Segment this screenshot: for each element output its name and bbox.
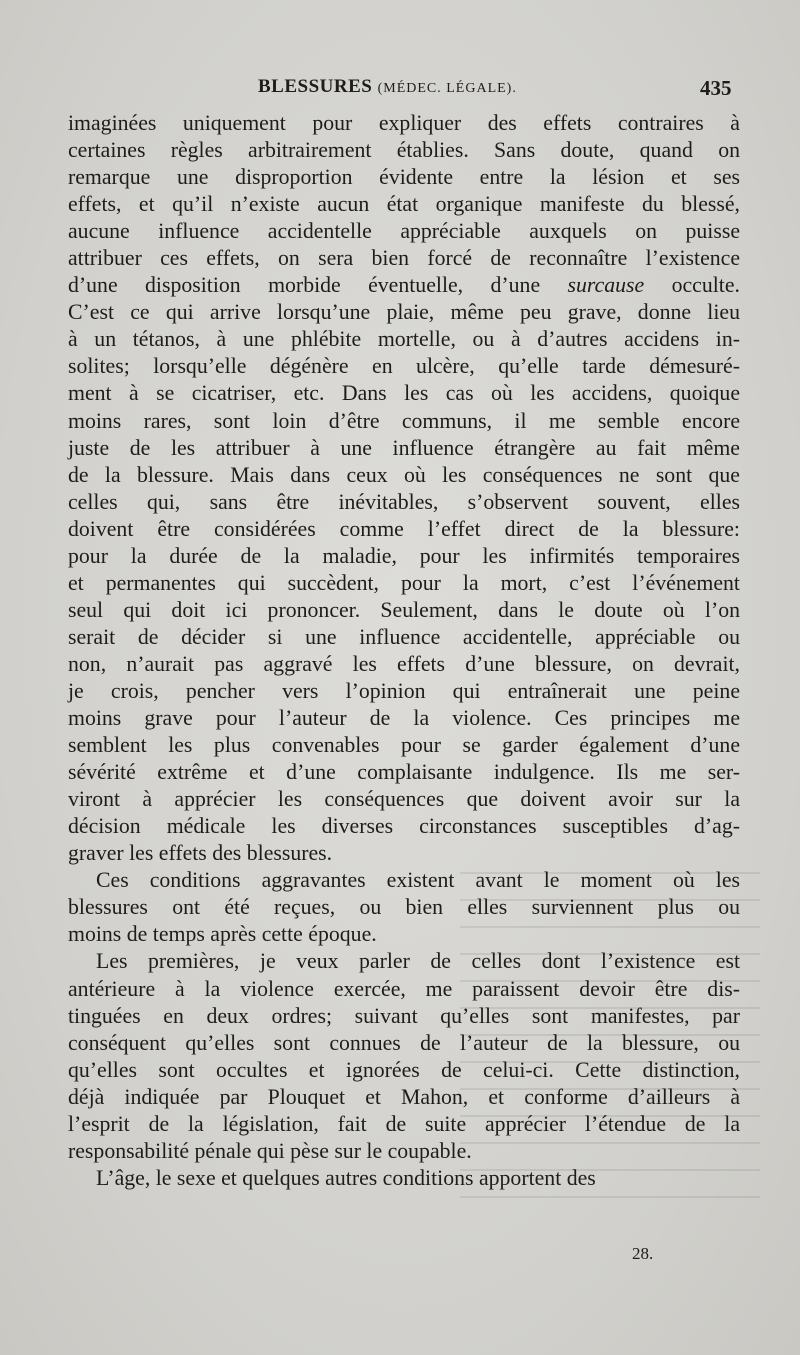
body-text [68, 110, 740, 1192]
text-line: imaginées uniquement pour expliquer des effets contraires à [68, 111, 740, 135]
text-line: celles qui, sans être inévitables, s’observent souvent, elles [68, 489, 740, 514]
text-line: effets, et qu’il n’existe aucun état organique manifeste du blessé, [68, 192, 740, 217]
text-line: remarque une disproportion évidente entre la lésion et ses [68, 165, 740, 190]
text-line: moins de temps après cette époque. [68, 922, 377, 947]
text-line: d’une disposition morbide éventuelle, d’une surcause occulte. [68, 273, 740, 298]
text-line: tinguées en deux ordres; suivant qu’elles sont manifestes, par [68, 1003, 740, 1028]
paragraph [68, 1165, 740, 1192]
text-line: certaines règles arbitrairement établies. Sans doute, quand on [68, 138, 740, 163]
text-line: l’esprit de la législation, fait de suite apprécier l’étendue de la [68, 1111, 740, 1136]
text-line: pour la durée de la maladie, pour les infirmités temporaires [68, 543, 740, 568]
text-line: et permanentes qui succèdent, pour la mort, c’est l’événement [68, 570, 740, 595]
text-line: conséquent qu’elles sont connues de l’auteur de la blessure, ou [68, 1030, 740, 1055]
text-line: déjà indiquée par Plouquet et Mahon, et conforme d’ailleurs à [68, 1084, 740, 1109]
text-line: juste de les attribuer à une influence étrangère au fait même [68, 435, 740, 460]
text-line: serait de décider si une influence accidentelle, appréciable ou [68, 624, 740, 649]
text-line: non, n’aurait pas aggravé les effets d’une blessure, on devrait, [68, 651, 740, 676]
paragraph [68, 867, 740, 948]
italic-term: surcause [567, 273, 645, 298]
paragraph [68, 110, 740, 867]
text-line: ment à se cicatriser, etc. Dans les cas où les accidens, quoique [68, 381, 740, 406]
text-line: Les premières, je veux parler de celles dont l’existence est [96, 949, 740, 974]
text-line: décision médicale les diverses circonstances susceptibles d’ag- [68, 814, 740, 839]
running-title-sub: (MÉDEC. LÉGALE). [377, 81, 517, 96]
text-line: de la blessure. Mais dans ceux où les conséquences ne sont que [68, 462, 740, 487]
text-line: L’âge, le sexe et quelques autres conditions apportent des [96, 1165, 596, 1190]
text-line: graver les effets des blessures. [68, 841, 333, 866]
text-line: viront à apprécier les conséquences que doivent avoir sur la [68, 787, 740, 812]
page-number: 435 [700, 76, 732, 100]
text-line: blessures ont été reçues, ou bien elles surviennent plus ou [68, 895, 740, 920]
paragraph [68, 948, 740, 1164]
text-line: sévérité extrême et d’une complaisante indulgence. Ils me ser- [68, 760, 740, 785]
text-line: je crois, pencher vers l’opinion qui entraînerait une peine [68, 678, 740, 703]
text-line: C’est ce qui arrive lorsqu’une plaie, même peu grave, donne lieu [68, 300, 740, 325]
text-line: doivent être considérées comme l’effet direct de la blessure: [68, 516, 740, 541]
text-line: Ces conditions aggravantes existent avant le moment où les [96, 868, 740, 893]
text-line: solites; lorsqu’elle dégénère en ulcère, qu’elle tarde démesuré- [68, 354, 740, 379]
text-line: moins rares, sont loin d’être communs, il me semble encore [68, 408, 740, 433]
text-line: seul qui doit ici prononcer. Seulement, dans le doute où l’on [68, 597, 740, 622]
text-line: semblent les plus convenables pour se garder également d’une [68, 733, 740, 758]
text-line: antérieure à la violence exercée, me paraissent devoir être dis- [68, 976, 740, 1001]
text-line: qu’elles sont occultes et ignorées de celui-ci. Cette distinction, [68, 1057, 740, 1082]
running-title [258, 76, 517, 98]
text-line: attribuer ces effets, on sera bien forcé de reconnaître l’existence [68, 246, 740, 271]
signature-mark: 28. [632, 1244, 654, 1263]
running-title-main: BLESSURES [258, 76, 373, 97]
text-line: à un tétanos, à une phlébite mortelle, ou à d’autres accidens in- [68, 327, 740, 352]
text-line: moins grave pour l’auteur de la violence. Ces principes me [68, 706, 740, 731]
text-line: aucune influence accidentelle appréciable auxquels on puisse [68, 219, 740, 244]
running-header [0, 70, 800, 106]
text-line: responsabilité pénale qui pèse sur le coupable. [68, 1138, 472, 1163]
